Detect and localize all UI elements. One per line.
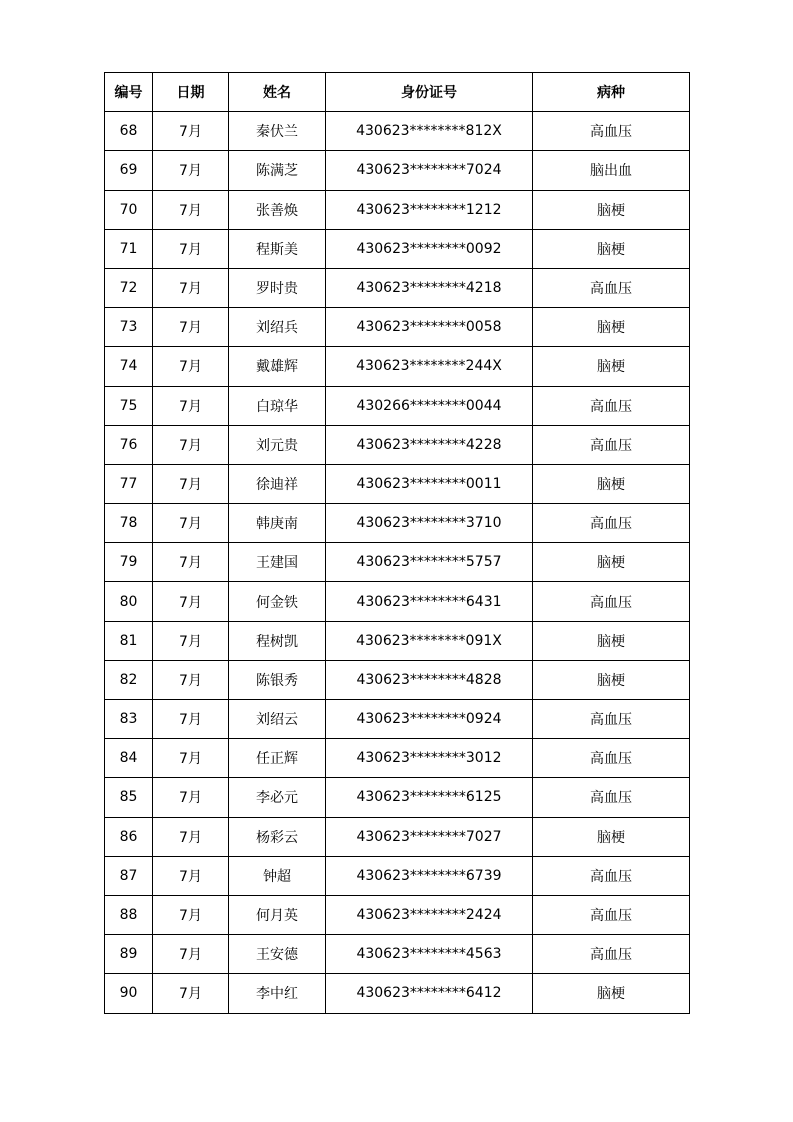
cell-no: 85 xyxy=(105,778,153,817)
table-row xyxy=(105,229,690,268)
table-header xyxy=(105,73,690,112)
cell-id-number: 430623********1212 xyxy=(326,190,533,229)
cell-name: 戴雄辉 xyxy=(229,347,326,386)
cell-date: 7月 xyxy=(153,151,229,190)
cell-disease: 高血压 xyxy=(533,739,690,778)
header-name: 姓名 xyxy=(229,73,326,112)
cell-id-number: 430623********0011 xyxy=(326,464,533,503)
cell-date: 7月 xyxy=(153,229,229,268)
cell-date: 7月 xyxy=(153,660,229,699)
cell-date: 7月 xyxy=(153,895,229,934)
cell-date: 7月 xyxy=(153,778,229,817)
table-row xyxy=(105,504,690,543)
cell-name: 韩庚南 xyxy=(229,504,326,543)
table-row xyxy=(105,151,690,190)
cell-disease: 高血压 xyxy=(533,112,690,151)
cell-name: 程斯美 xyxy=(229,229,326,268)
cell-date: 7月 xyxy=(153,504,229,543)
cell-id-number: 430623********3012 xyxy=(326,739,533,778)
patient-roster-table xyxy=(104,72,690,1014)
cell-no: 73 xyxy=(105,308,153,347)
cell-id-number: 430623********091X xyxy=(326,621,533,660)
cell-name: 白琼华 xyxy=(229,386,326,425)
cell-name: 程树凯 xyxy=(229,621,326,660)
cell-date: 7月 xyxy=(153,543,229,582)
cell-no: 71 xyxy=(105,229,153,268)
cell-no: 79 xyxy=(105,543,153,582)
table-row xyxy=(105,974,690,1013)
cell-no: 78 xyxy=(105,504,153,543)
table-row xyxy=(105,582,690,621)
table-row xyxy=(105,895,690,934)
cell-disease: 脑梗 xyxy=(533,347,690,386)
cell-disease: 脑出血 xyxy=(533,151,690,190)
cell-disease: 脑梗 xyxy=(533,308,690,347)
cell-id-number: 430623********2424 xyxy=(326,895,533,934)
cell-id-number: 430623********4828 xyxy=(326,660,533,699)
cell-name: 李必元 xyxy=(229,778,326,817)
cell-date: 7月 xyxy=(153,190,229,229)
cell-id-number: 430623********6739 xyxy=(326,856,533,895)
header-id-number: 身份证号 xyxy=(326,73,533,112)
cell-disease: 脑梗 xyxy=(533,660,690,699)
cell-date: 7月 xyxy=(153,621,229,660)
header-no: 编号 xyxy=(105,73,153,112)
header-disease: 病种 xyxy=(533,73,690,112)
cell-disease: 高血压 xyxy=(533,935,690,974)
cell-disease: 高血压 xyxy=(533,778,690,817)
cell-no: 70 xyxy=(105,190,153,229)
cell-disease: 高血压 xyxy=(533,582,690,621)
cell-disease: 脑梗 xyxy=(533,229,690,268)
cell-id-number: 430623********4218 xyxy=(326,268,533,307)
cell-disease: 脑梗 xyxy=(533,621,690,660)
table-row xyxy=(105,700,690,739)
cell-id-number: 430623********6125 xyxy=(326,778,533,817)
cell-no: 90 xyxy=(105,974,153,1013)
cell-no: 84 xyxy=(105,739,153,778)
cell-name: 任正辉 xyxy=(229,739,326,778)
cell-name: 刘元贵 xyxy=(229,425,326,464)
table-row xyxy=(105,660,690,699)
cell-name: 王建国 xyxy=(229,543,326,582)
cell-name: 秦伏兰 xyxy=(229,112,326,151)
cell-date: 7月 xyxy=(153,425,229,464)
cell-name: 杨彩云 xyxy=(229,817,326,856)
table-row xyxy=(105,386,690,425)
header-date: 日期 xyxy=(153,73,229,112)
cell-disease: 高血压 xyxy=(533,268,690,307)
cell-id-number: 430623********5757 xyxy=(326,543,533,582)
cell-id-number: 430623********6412 xyxy=(326,974,533,1013)
cell-no: 83 xyxy=(105,700,153,739)
cell-id-number: 430623********0924 xyxy=(326,700,533,739)
cell-no: 89 xyxy=(105,935,153,974)
cell-no: 72 xyxy=(105,268,153,307)
table-row xyxy=(105,778,690,817)
cell-name: 陈银秀 xyxy=(229,660,326,699)
cell-id-number: 430623********4563 xyxy=(326,935,533,974)
cell-name: 刘绍云 xyxy=(229,700,326,739)
table-row xyxy=(105,347,690,386)
cell-date: 7月 xyxy=(153,308,229,347)
cell-no: 88 xyxy=(105,895,153,934)
cell-date: 7月 xyxy=(153,464,229,503)
cell-disease: 高血压 xyxy=(533,895,690,934)
table-row xyxy=(105,425,690,464)
cell-disease: 高血压 xyxy=(533,856,690,895)
table-body xyxy=(105,112,690,1013)
cell-name: 何月英 xyxy=(229,895,326,934)
header-row xyxy=(105,73,690,112)
cell-date: 7月 xyxy=(153,856,229,895)
cell-no: 87 xyxy=(105,856,153,895)
cell-id-number: 430623********7024 xyxy=(326,151,533,190)
cell-date: 7月 xyxy=(153,817,229,856)
cell-date: 7月 xyxy=(153,739,229,778)
cell-name: 徐迪祥 xyxy=(229,464,326,503)
cell-id-number: 430623********0092 xyxy=(326,229,533,268)
cell-date: 7月 xyxy=(153,935,229,974)
table-row xyxy=(105,112,690,151)
cell-no: 75 xyxy=(105,386,153,425)
cell-no: 82 xyxy=(105,660,153,699)
cell-no: 77 xyxy=(105,464,153,503)
cell-id-number: 430623********812X xyxy=(326,112,533,151)
table-row xyxy=(105,464,690,503)
cell-disease: 脑梗 xyxy=(533,817,690,856)
cell-no: 86 xyxy=(105,817,153,856)
table-row xyxy=(105,739,690,778)
cell-id-number: 430266********0044 xyxy=(326,386,533,425)
cell-disease: 脑梗 xyxy=(533,464,690,503)
table-row xyxy=(105,621,690,660)
cell-name: 钟超 xyxy=(229,856,326,895)
cell-name: 刘绍兵 xyxy=(229,308,326,347)
cell-no: 80 xyxy=(105,582,153,621)
cell-date: 7月 xyxy=(153,700,229,739)
cell-name: 李中红 xyxy=(229,974,326,1013)
cell-name: 何金铁 xyxy=(229,582,326,621)
cell-id-number: 430623********244X xyxy=(326,347,533,386)
table-row xyxy=(105,268,690,307)
cell-disease: 高血压 xyxy=(533,425,690,464)
cell-name: 王安德 xyxy=(229,935,326,974)
cell-no: 69 xyxy=(105,151,153,190)
cell-no: 81 xyxy=(105,621,153,660)
table-row xyxy=(105,190,690,229)
table-row xyxy=(105,856,690,895)
cell-date: 7月 xyxy=(153,268,229,307)
cell-date: 7月 xyxy=(153,582,229,621)
cell-id-number: 430623********4228 xyxy=(326,425,533,464)
cell-disease: 脑梗 xyxy=(533,543,690,582)
cell-name: 张善焕 xyxy=(229,190,326,229)
cell-disease: 高血压 xyxy=(533,504,690,543)
cell-name: 罗时贵 xyxy=(229,268,326,307)
cell-no: 76 xyxy=(105,425,153,464)
cell-id-number: 430623********0058 xyxy=(326,308,533,347)
cell-no: 68 xyxy=(105,112,153,151)
cell-date: 7月 xyxy=(153,112,229,151)
cell-date: 7月 xyxy=(153,347,229,386)
table-row xyxy=(105,817,690,856)
cell-name: 陈满芝 xyxy=(229,151,326,190)
cell-no: 74 xyxy=(105,347,153,386)
cell-id-number: 430623********7027 xyxy=(326,817,533,856)
cell-disease: 脑梗 xyxy=(533,190,690,229)
table-row xyxy=(105,308,690,347)
cell-id-number: 430623********3710 xyxy=(326,504,533,543)
table-row xyxy=(105,543,690,582)
cell-date: 7月 xyxy=(153,386,229,425)
cell-disease: 高血压 xyxy=(533,386,690,425)
cell-disease: 高血压 xyxy=(533,700,690,739)
cell-date: 7月 xyxy=(153,974,229,1013)
cell-disease: 脑梗 xyxy=(533,974,690,1013)
cell-id-number: 430623********6431 xyxy=(326,582,533,621)
table-row xyxy=(105,935,690,974)
